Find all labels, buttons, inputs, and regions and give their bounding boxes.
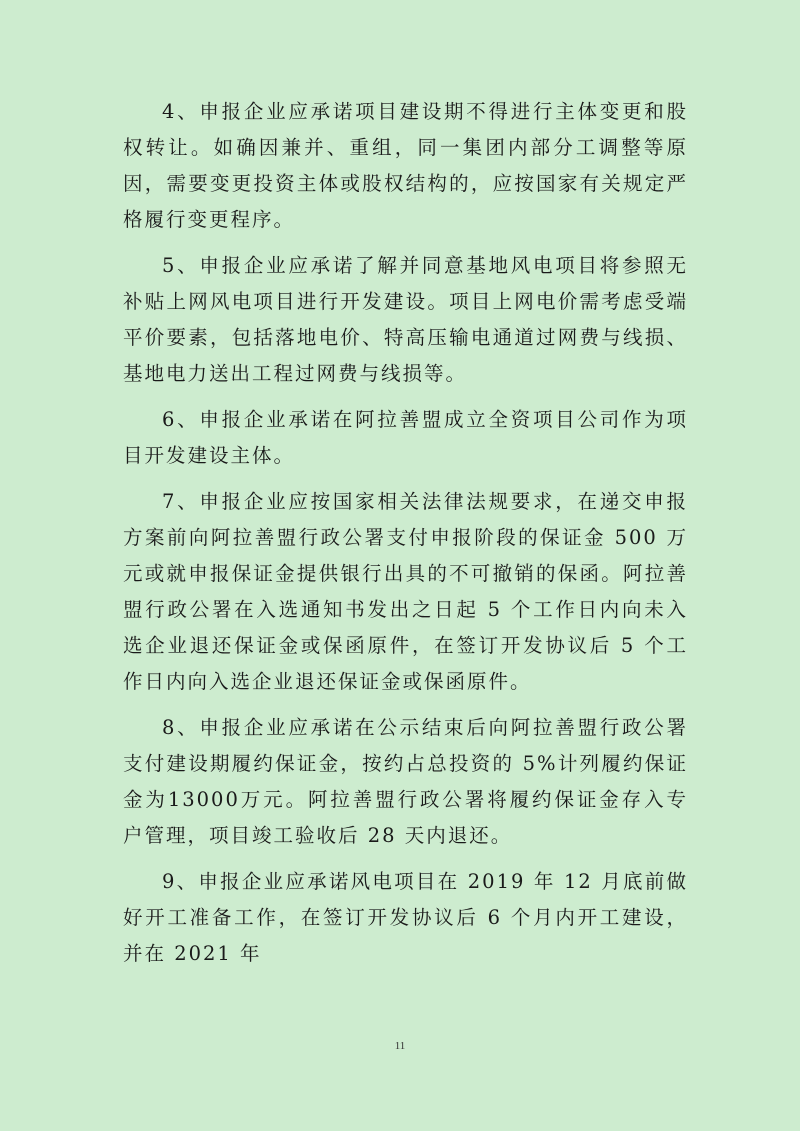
paragraph-item-5: 5、申报企业应承诺了解并同意基地风电项目将参照无补贴上网风电项目进行开发建设。项目上网电价需考虑受端平价要素，包括落地电价、特高压输电通道过网费与线损、基地电力送出工程过网费与线损等。 (123, 254, 688, 385)
paragraph-item-8: 8、申报企业应承诺在公示结束后向阿拉善盟行政公署支付建设期履约保证金，按约占总投资的 5%计列履约保证金为13000万元。阿拉善盟行政公署将履约保证金存入专户管理，项目竣工验收后 28 天内退还。 (123, 716, 688, 847)
paragraph-item-4: 4、申报企业应承诺项目建设期不得进行主体变更和股权转让。如确因兼并、重组，同一集团内部分工调整等原因，需要变更投资主体或股权结构的，应按国家有关规定严格履行变更程序。 (123, 100, 688, 231)
paragraph-item-9: 9、申报企业应承诺风电项目在 2019 年 12 月底前做好开工准备工作，在签订开发协议后 6 个月内开工建设，并在 2021 年 (123, 870, 688, 965)
page-body (123, 94, 688, 982)
page-number: 11 (394, 1040, 406, 1052)
paragraph-item-6: 6、申报企业承诺在阿拉善盟成立全资项目公司作为项目开发建设主体。 (123, 408, 688, 467)
paragraph-item-7: 7、申报企业应按国家相关法律法规要求，在递交申报方案前向阿拉善盟行政公署支付申报阶段的保证金 500 万元或就申报保证金提供银行出具的不可撤销的保函。阿拉善盟行政公署在入选通知书发出之日起 5 个工作日内向未入选企业退还保证金或保函原件，在签订开发协议后 5 个工作日内向入选企业退还保证金或保函原件。 (123, 490, 688, 693)
